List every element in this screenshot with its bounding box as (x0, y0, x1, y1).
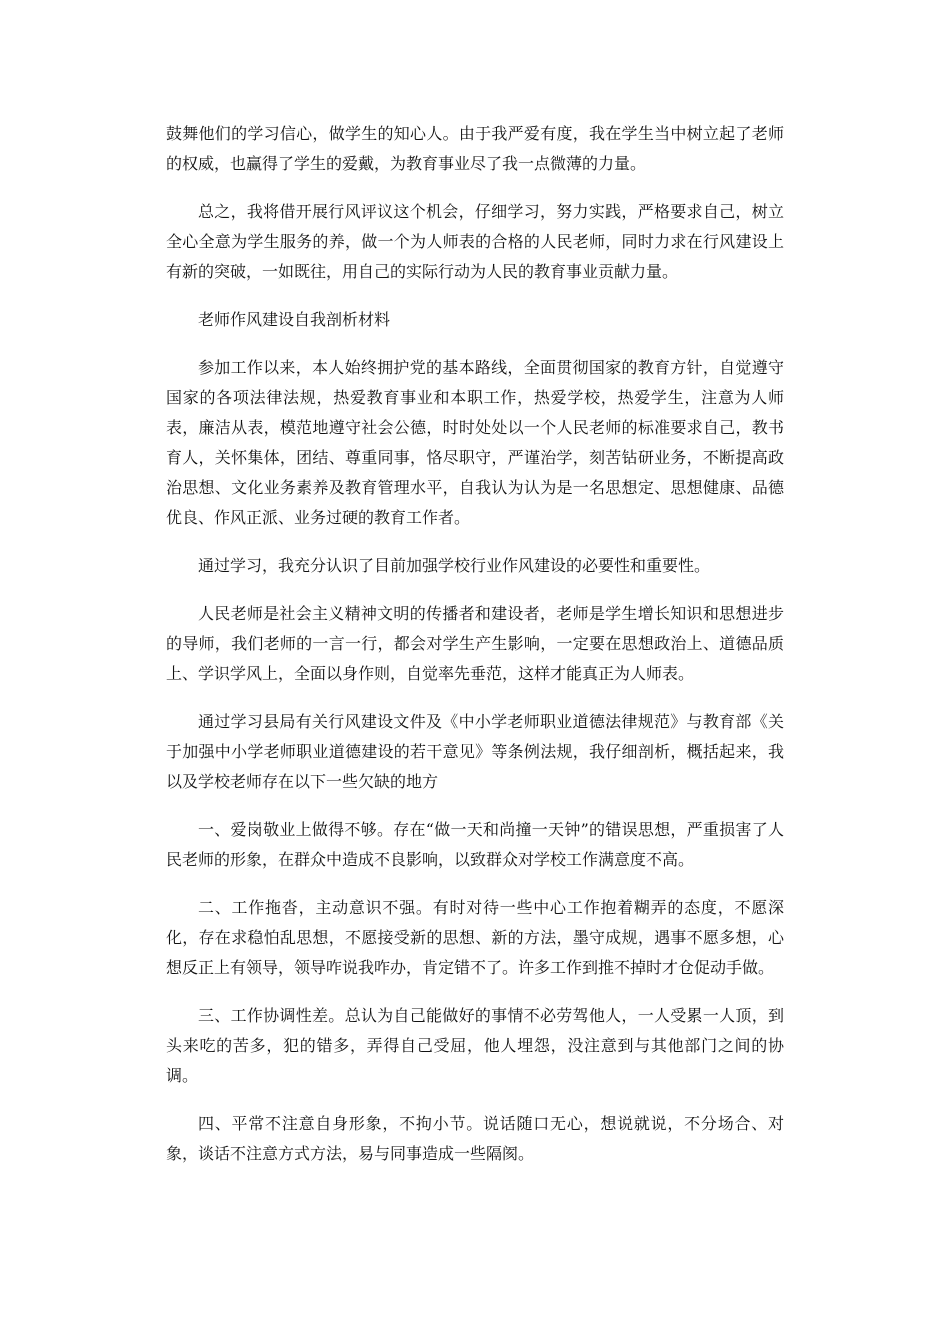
paragraph-6: 通过学习县局有关行风建设文件及《中小学老师职业道德法律规范》与教育部《关于加强中小学老师职业道德建设的若干意见》等条例法规，我仔细剖析，概括起来，我以及学校老师存在以下一些欠缺的地方 (166, 712, 784, 791)
paragraph-2: 总之，我将借开展行风评议这个机会，仔细学习，努力实践，严格要求自己，树立全心全意为学生服务的养，做一个为人师表的合格的人民老师，同时力求在行风建设上有新的突破，一如既往，用自己的实际行动为人民的教育事业贡献力量。 (166, 202, 784, 281)
paragraph-4: 通过学习，我充分认识了目前加强学校行业作风建设的必要性和重要性。 (198, 556, 711, 575)
paragraph-9: 三、工作协调性差。总认为自己能做好的事情不必劳驾他人，一人受累一人顶，到头来吃的苦多，犯的错多，弄得自己受屈，他人埋怨，没注意到与其他部门之间的协调。 (166, 1006, 784, 1085)
paragraph-10: 四、平常不注意自身形象，不拘小节。说话随口无心，想说就说，不分场合、对象，谈话不注意方式方法，易与同事造成一些隔阂。 (166, 1114, 784, 1163)
paragraph-1: 鼓舞他们的学习信心，做学生的知心人。由于我严爱有度，我在学生当中树立起了老师的权威，也赢得了学生的爱戴，为教育事业尽了我一点微薄的力量。 (166, 124, 784, 173)
section-heading: 老师作风建设自我剖析材料 (198, 310, 391, 329)
paragraph-5: 人民老师是社会主义精神文明的传播者和建设者，老师是学生增长知识和思想进步的导师，我们老师的一言一行，都会对学生产生影响，一定要在思想政治上、道德品质上、学识学风上，全面以身作则，自觉率先垂范，这样才能真正为人师表。 (166, 604, 784, 683)
paragraph-8: 二、工作拖沓，主动意识不强。有时对待一些中心工作抱着糊弄的态度，不愿深化，存在求稳怕乱思想，不愿接受新的思想、新的方法，墨守成规，遇事不愿多想，心想反正上有领导，领导咋说我咋办，肯定错不了。许多工作到推不掉时才仓促动手做。 (166, 898, 784, 977)
paragraph-3: 参加工作以来，本人始终拥护党的基本路线，全面贯彻国家的教育方针，自觉遵守国家的各项法律法规，热爱教育事业和本职工作，热爱学校，热爱学生，注意为人师表，廉洁从表，模范地遵守社会公德，时时处处以一个人民老师的标准要求自己，教书育人，关怀集体，团结、尊重同事，恪尽职守，严谨治学，刻苦钻研业务，不断提高政治思想、文化业务素养及教育管理水平，自我认为认为是一名思想定、思想健康、品德优良、作风正派、业务过硬的教育工作者。 (166, 358, 784, 527)
paragraph-7: 一、爱岗敬业上做得不够。存在“做一天和尚撞一天钟”的错误思想，严重损害了人民老师的形象，在群众中造成不良影响，以致群众对学校工作满意度不高。 (166, 820, 784, 869)
